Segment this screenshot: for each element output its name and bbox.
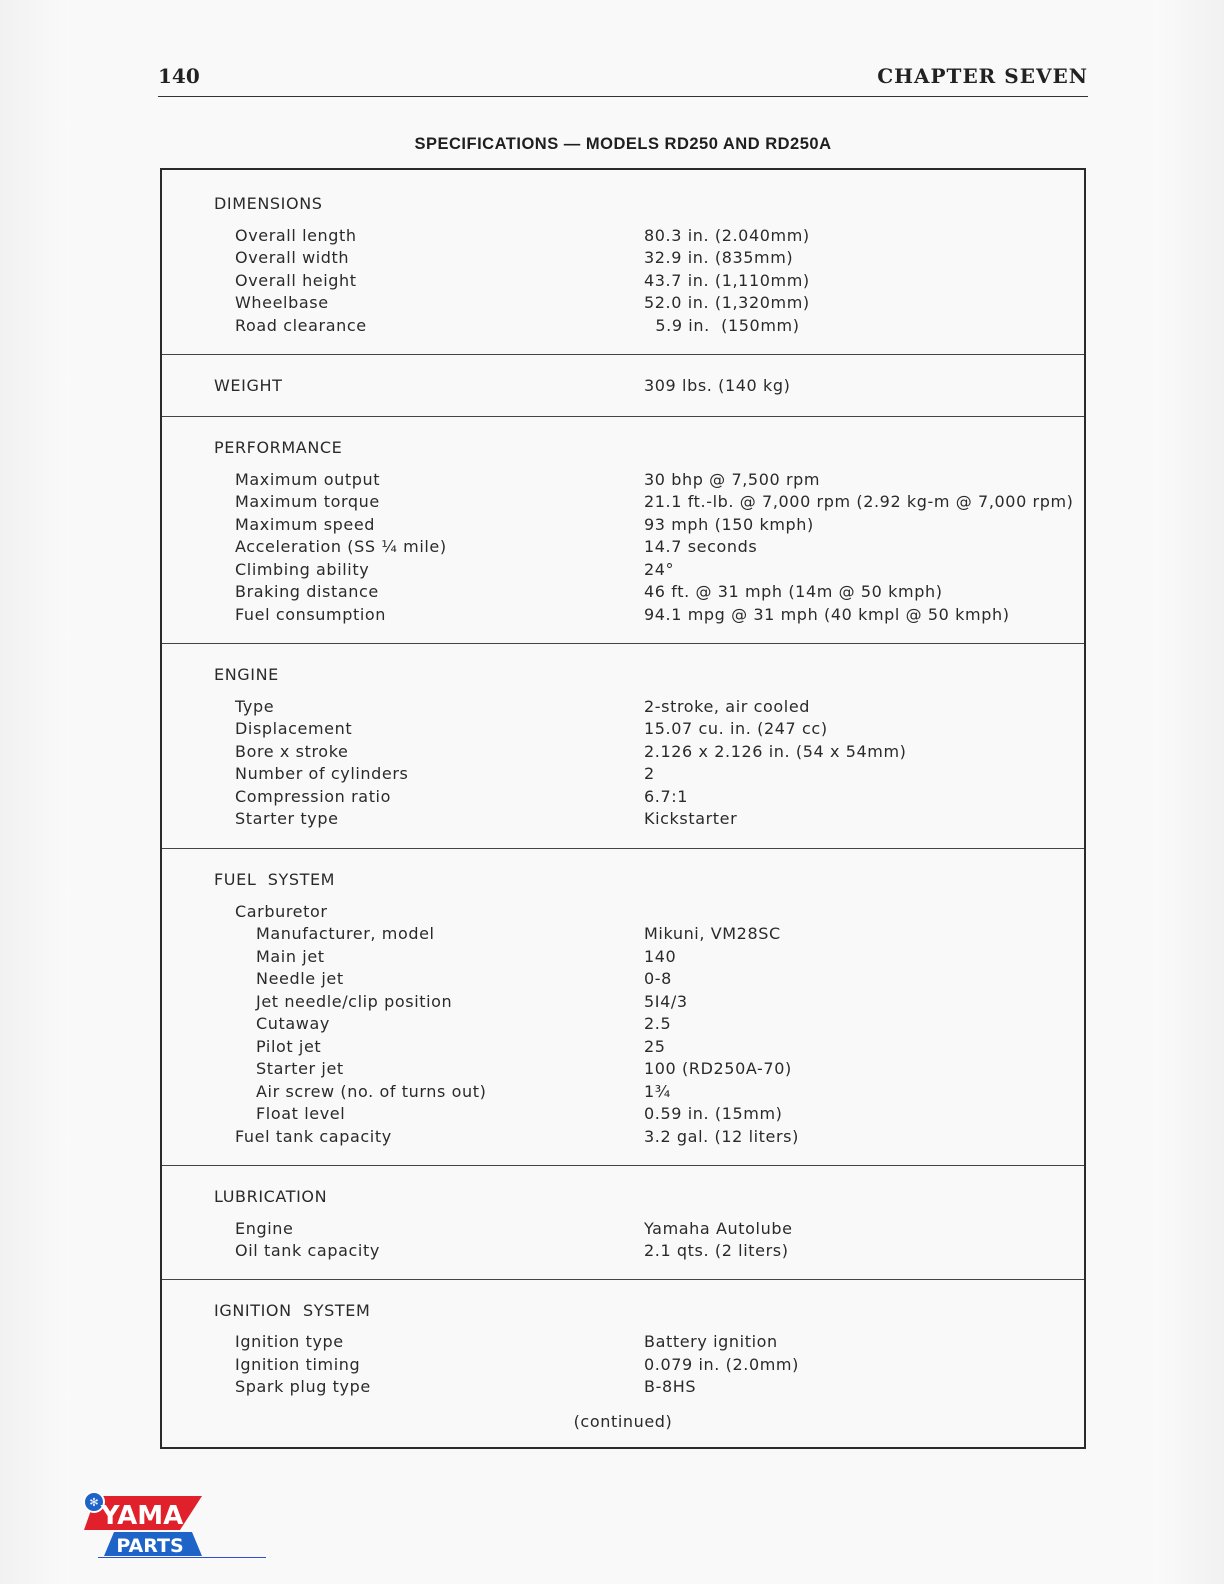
continued-note: (continued) xyxy=(573,1412,673,1431)
spec-label: Manufacturer, model xyxy=(256,924,435,943)
spec-value: B-8HS xyxy=(644,1377,697,1396)
spec-label: Main jet xyxy=(256,947,325,966)
section-weight xyxy=(162,355,1084,417)
spec-label: Engine xyxy=(235,1219,294,1238)
specifications-table xyxy=(160,168,1086,1449)
scan-edge-left xyxy=(0,0,70,1584)
spec-label: Wheelbase xyxy=(235,293,329,312)
spec-value: Yamaha Autolube xyxy=(644,1219,793,1238)
spec-label: Spark plug type xyxy=(235,1377,371,1396)
svg-text:YAMA: YAMA xyxy=(100,1501,184,1531)
spec-label: Overall length xyxy=(235,226,357,245)
spec-value: 2.1 qts. (2 liters) xyxy=(644,1241,789,1260)
spec-label: Number of cylinders xyxy=(235,764,409,783)
section-title: ENGINE xyxy=(214,665,279,684)
spec-label: Float level xyxy=(256,1104,346,1123)
section-title: WEIGHT xyxy=(214,376,283,395)
spec-value: Kickstarter xyxy=(644,809,738,828)
section-title: PERFORMANCE xyxy=(214,438,343,457)
yamaparts-logo[interactable] xyxy=(82,1490,272,1562)
spec-value: 5.9 in. (150mm) xyxy=(644,316,800,335)
section-ignition-system xyxy=(162,1280,1084,1448)
spec-value: 1¾ xyxy=(644,1082,671,1101)
spec-label: Overall width xyxy=(235,248,350,267)
spec-value: 80.3 in. (2.040mm) xyxy=(644,226,810,245)
spec-label: Air screw (no. of turns out) xyxy=(256,1082,487,1101)
spec-value: 2.5 xyxy=(644,1014,672,1033)
spec-value: 94.1 mpg @ 31 mph (40 kmpl @ 50 kmph) xyxy=(644,605,1010,624)
spec-label: Maximum speed xyxy=(235,515,376,534)
svg-text:PARTS: PARTS xyxy=(116,1535,184,1557)
scan-edge-right xyxy=(1154,0,1224,1584)
spec-value: 2-stroke, air cooled xyxy=(644,697,811,716)
spec-label: Bore x stroke xyxy=(235,742,349,761)
page-number: 140 xyxy=(158,64,200,88)
spec-label: Fuel tank capacity xyxy=(235,1127,392,1146)
spec-value: 14.7 seconds xyxy=(644,537,758,556)
spec-label: Starter jet xyxy=(256,1059,344,1078)
spec-label: Ignition timing xyxy=(235,1355,361,1374)
spec-label: Compression ratio xyxy=(235,787,391,806)
spec-value: 309 lbs. (140 kg) xyxy=(644,376,791,395)
spec-value: 43.7 in. (1,110mm) xyxy=(644,271,810,290)
spec-value: 24° xyxy=(644,560,675,579)
spec-label: Maximum output xyxy=(235,470,381,489)
spec-label: Type xyxy=(235,697,275,716)
spec-label: Fuel consumption xyxy=(235,605,387,624)
spec-label: Overall height xyxy=(235,271,357,290)
spec-value: 3.2 gal. (12 liters) xyxy=(644,1127,799,1146)
specifications-title: SPECIFICATIONS — MODELS RD250 AND RD250A xyxy=(414,135,832,153)
spec-value: 30 bhp @ 7,500 rpm xyxy=(644,470,821,489)
spec-value: 93 mph (150 kmph) xyxy=(644,515,814,534)
section-lubrication xyxy=(162,1166,1084,1280)
spec-value: 52.0 in. (1,320mm) xyxy=(644,293,810,312)
spec-label: Jet needle/clip position xyxy=(256,992,453,1011)
spec-label: Acceleration (SS ¼ mile) xyxy=(235,537,447,556)
page-header xyxy=(158,62,1088,97)
section-title: DIMENSIONS xyxy=(214,194,323,213)
section-title: IGNITION SYSTEM xyxy=(214,1301,371,1320)
spec-value: 5I4/3 xyxy=(644,992,688,1011)
section-title: FUEL SYSTEM xyxy=(214,870,336,889)
spec-value: 0.59 in. (15mm) xyxy=(644,1104,783,1123)
spec-value: 0-8 xyxy=(644,969,672,988)
svg-text:✻: ✻ xyxy=(89,1496,99,1509)
spec-value: 6.7:1 xyxy=(644,787,689,806)
spec-value: 21.1 ft.-lb. @ 7,000 rpm (2.92 kg-m @ 7,000 rpm) xyxy=(644,492,1074,511)
spec-value: 25 xyxy=(644,1037,666,1056)
logo-underline xyxy=(98,1557,266,1558)
spec-label: Starter type xyxy=(235,809,339,828)
section-performance xyxy=(162,417,1084,644)
spec-value: 100 (RD250A-70) xyxy=(644,1059,792,1078)
spec-value: 2 xyxy=(644,764,655,783)
spec-label: Braking distance xyxy=(235,582,379,601)
carburetor-label: Carburetor xyxy=(235,902,328,921)
spec-label: Ignition type xyxy=(235,1332,344,1351)
spec-label: Pilot jet xyxy=(256,1037,322,1056)
spec-label: Cutaway xyxy=(256,1014,330,1033)
spec-value: Battery ignition xyxy=(644,1332,778,1351)
spec-value: Mikuni, VM28SC xyxy=(644,924,781,943)
section-dimensions xyxy=(162,170,1084,355)
section-fuel-system xyxy=(162,849,1084,1166)
spec-label: Climbing ability xyxy=(235,560,370,579)
spec-label: Displacement xyxy=(235,719,353,738)
spec-label: Oil tank capacity xyxy=(235,1241,380,1260)
spec-value: 32.9 in. (835mm) xyxy=(644,248,794,267)
spec-label: Road clearance xyxy=(235,316,367,335)
spec-value: 140 xyxy=(644,947,677,966)
spec-value: 2.126 x 2.126 in. (54 x 54mm) xyxy=(644,742,907,761)
section-engine xyxy=(162,644,1084,849)
spec-label: Maximum torque xyxy=(235,492,380,511)
chapter-title: CHAPTER SEVEN xyxy=(877,64,1088,88)
spec-value: 0.079 in. (2.0mm) xyxy=(644,1355,799,1374)
spec-label: Needle jet xyxy=(256,969,344,988)
spec-value: 46 ft. @ 31 mph (14m @ 50 kmph) xyxy=(644,582,943,601)
spec-value: 15.07 cu. in. (247 cc) xyxy=(644,719,828,738)
section-title: LUBRICATION xyxy=(214,1187,328,1206)
